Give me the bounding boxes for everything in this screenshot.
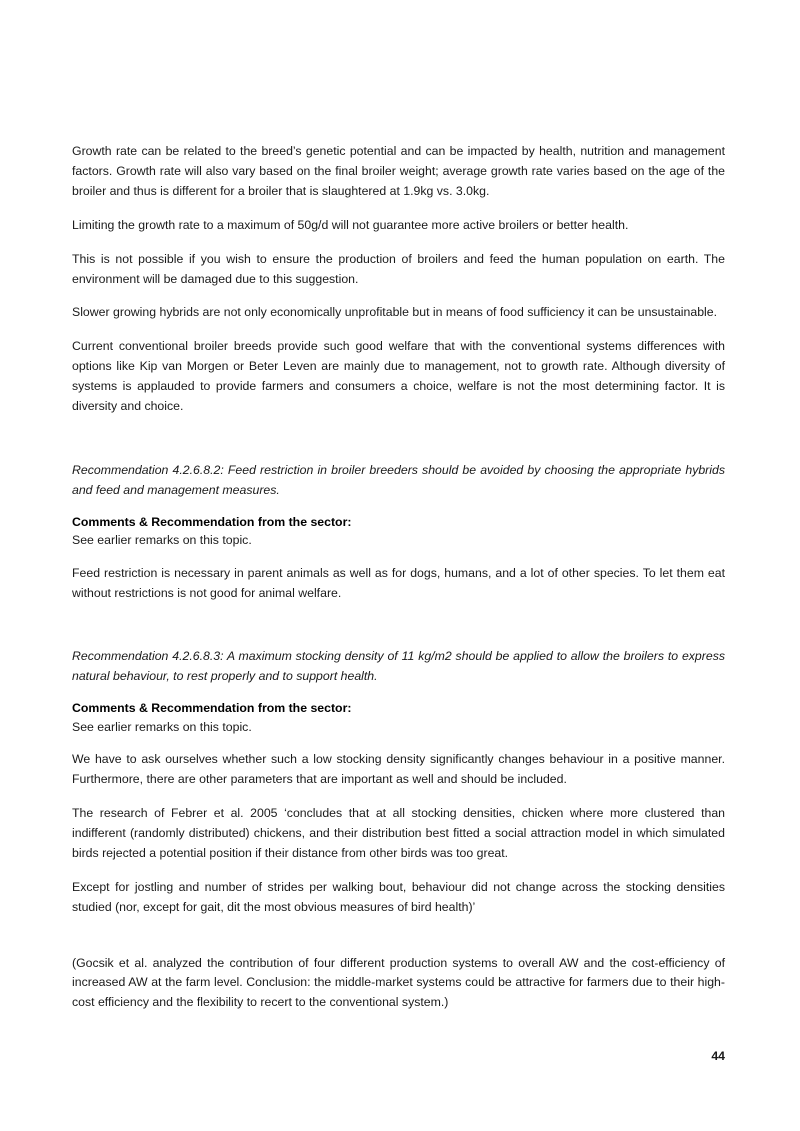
body-paragraph: Limiting the growth rate to a maximum of 50g/d will not guarantee more active broilers or better health. [72, 217, 629, 232]
section-subline: See earlier remarks on this topic. [72, 719, 252, 734]
body-paragraph: Except for jostling and number of strides per walking bout, behaviour did not change across the stocking densities studied (nor, except for gait, dit the most obvious measures of bird health)’ [72, 879, 725, 914]
section-heading: Comments & Recommendation from the sector: [72, 514, 352, 529]
page-number: 44 [711, 1049, 725, 1063]
body-paragraph: The research of Febrer et al. 2005 ‘concludes that at all stocking densities, chicken where more clustered than indifferent (randomly distributed) chickens, and their distribution best fitted a social attraction model in which simulated birds rejected a potential position if their distance from other birds was too great. [72, 805, 725, 860]
body-paragraph: Growth rate can be related to the breed’s genetic potential and can be impacted by health, nutrition and management factors. Growth rate will also vary based on the final broiler weight; average growth rate varies based on the age of the broiler and thus is different for a broiler that is slaughtered at 1.9kg vs. 3.0kg. [72, 144, 725, 198]
recommendation-text: Recommendation 4.2.6.8.3: A maximum stocking density of 11 kg/m2 should be applied to allow the broilers to express natural behaviour, to rest properly and to support health. [72, 649, 725, 684]
vertical-spacer [72, 932, 725, 954]
recommendation-text: Recommendation 4.2.6.8.2: Feed restriction in broiler breeders should be avoided by choosing the appropriate hybrids and feed and management measures. [72, 462, 725, 497]
body-paragraph: This is not possible if you wish to ensure the production of broilers and feed the human population on earth. The environment will be damaged due to this suggestion. [72, 251, 725, 286]
body-paragraph: Feed restriction is necessary in parent animals as well as for dogs, humans, and a lot of other species. To let them eat without restrictions is not good for animal welfare. [72, 565, 725, 600]
body-paragraph: Current conventional broiler breeds provide such good welfare that with the conventional systems differences with options like Kip van Morgen or Beter Leven are mainly due to management, not to growth rate. Although diversity of systems is applauded to provide farmers and consumers a choice, welfare is not the most determining factor. It is diversity and choice. [72, 339, 725, 414]
section-heading: Comments & Recommendation from the sector: [72, 701, 352, 716]
document-body [72, 142, 725, 1013]
vertical-spacer [72, 617, 725, 647]
vertical-spacer [72, 431, 725, 461]
body-paragraph: (Gocsik et al. analyzed the contribution of four different production systems to overall AW and the cost-efficiency of increased AW at the farm level. Conclusion: the middle-market systems could be attractive for farmers due to their high-cost efficiency and the flexibility to recert to the conventional system.) [72, 955, 725, 1010]
section-subline: See earlier remarks on this topic. [72, 533, 252, 548]
body-paragraph: We have to ask ourselves whether such a low stocking density significantly changes behaviour in a positive manner. Furthermore, there are other parameters that are important as well and should be included. [72, 752, 725, 787]
body-paragraph: Slower growing hybrids are not only economically unprofitable but in means of food sufficiency it can be unsustainable. [72, 305, 718, 320]
